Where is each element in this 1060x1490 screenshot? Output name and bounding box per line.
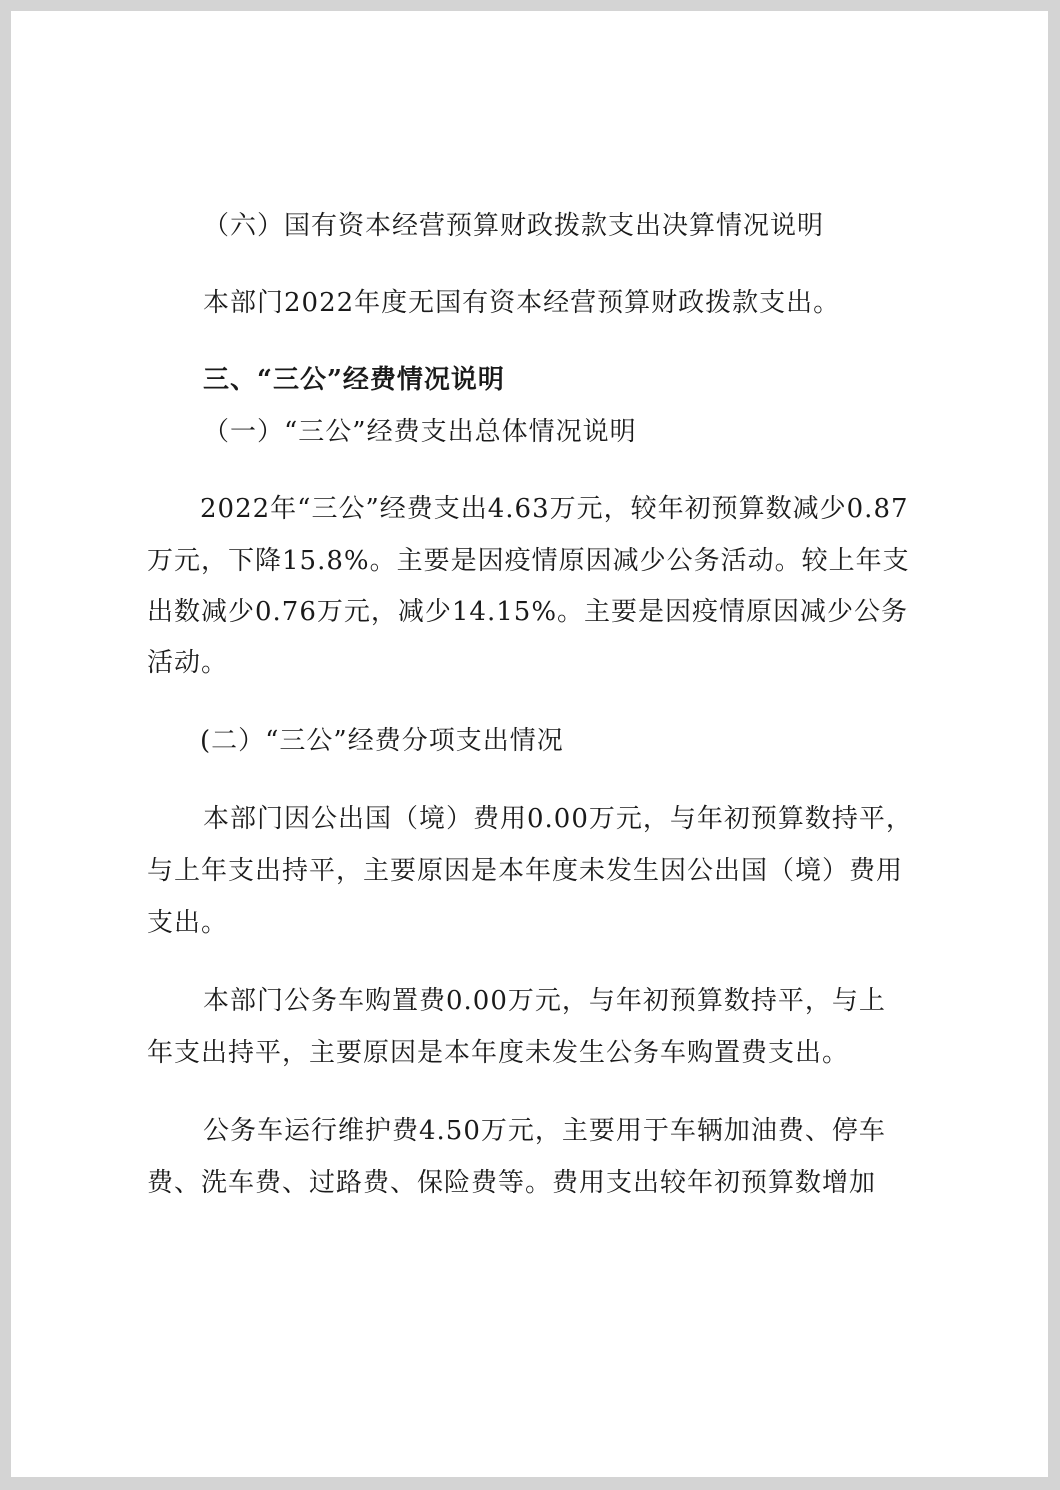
para-abroad-line-2: 与上年支出持平，主要原因是本年度未发生因公出国（境）费用: [147, 856, 904, 886]
sub-1-body-line-4: 活动。: [147, 648, 229, 678]
sub-1-body-line-3: 出数减少0.76万元，减少14.15%。主要是因疫情原因减少公务: [147, 597, 909, 627]
para-maintenance-line-2: 费、洗车费、过路费、保险费等。费用支出较年初预算数增加: [147, 1168, 877, 1198]
sub-2-heading: (二）“三公”经费分项支出情况: [200, 726, 564, 756]
sub-1-heading: （一）“三公”经费支出总体情况说明: [203, 417, 637, 447]
sub-1-body-line-2: 万元，下降15.8%。主要是因疫情原因减少公务活动。较上年支: [147, 546, 910, 576]
document-page: [11, 11, 1048, 1477]
section-6-heading: （六）国有资本经营预算财政拨款支出决算情况说明: [203, 211, 825, 241]
para-maintenance-line-1: 公务车运行维护费4.50万元，主要用于车辆加油费、停车: [203, 1116, 886, 1146]
para-abroad-line-1: 本部门因公出国（境）费用0.00万元，与年初预算数持平，: [203, 804, 913, 834]
part-3-heading: 三、“三公”经费情况说明: [203, 365, 505, 395]
para-purchase-line-2: 年支出持平，主要原因是本年度未发生公务车购置费支出。: [147, 1038, 850, 1068]
sub-1-body-line-1: 2022年“三公”经费支出4.63万元，较年初预算数减少0.87: [200, 494, 909, 524]
para-abroad-line-3: 支出。: [147, 908, 229, 938]
section-6-body: 本部门2022年度无国有资本经营预算财政拨款支出。: [203, 288, 841, 318]
para-purchase-line-1: 本部门公务车购置费0.00万元，与年初预算数持平，与上: [203, 986, 886, 1016]
